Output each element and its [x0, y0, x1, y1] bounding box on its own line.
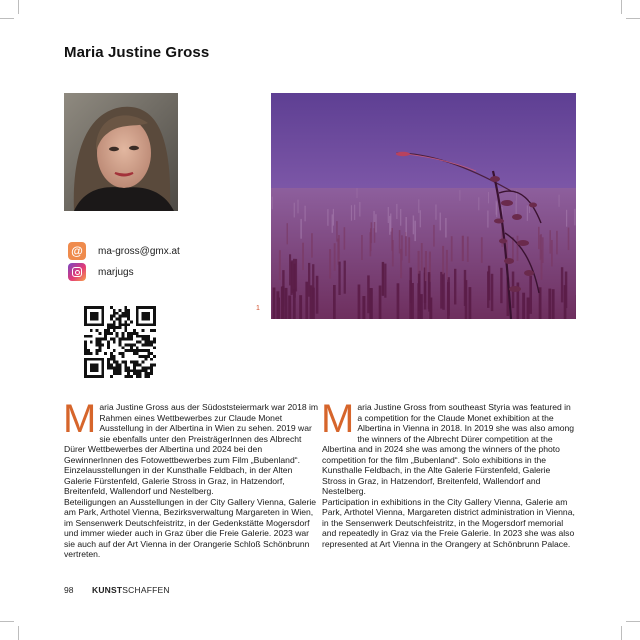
crop-mark — [18, 626, 19, 640]
crop-mark — [0, 18, 14, 19]
bio-english — [321, 397, 577, 549]
crop-mark — [626, 621, 640, 622]
artist-portrait — [64, 93, 178, 211]
crop-mark — [0, 621, 14, 622]
drop-cap: M — [321, 397, 355, 441]
bio-german — [63, 397, 319, 560]
bio-paragraph: aria Justine Gross from southeast Styria was featured in a competition for the Claude Monet exhibition at the Albertina in Vienna in 2018. In 2019 she was also among the winners of the Albrecht Dürer competition at the Albertina and in 2024 she was among the winners of the photo competition for the film „Bubenland“. Solo exhibitions in the Kunsthalle Feldbach, in the Alte Galerie Fürstenfeld, Galerie Stross in Graz, in Hatzendorf, Breitenfeld, Wallendorf and Nestelberg. — [322, 402, 575, 496]
crop-mark — [626, 18, 640, 19]
page-number: 98 — [64, 585, 74, 595]
artist-name-heading: Maria Justine Gross — [64, 44, 210, 61]
magazine-brand — [92, 585, 170, 595]
instagram-handle[interactable]: marjugs — [98, 266, 134, 278]
at-icon: @ — [68, 242, 86, 260]
qr-code[interactable] — [84, 306, 156, 378]
drop-cap: M — [63, 397, 97, 441]
instagram-icon — [68, 263, 86, 281]
crop-mark — [18, 0, 19, 14]
bio-paragraph: aria Justine Gross aus der Südoststeiermark war 2018 im Rahmen eines Wettbewerbes zur Claude Monet Ausstellung in der Albertina in Wien zu sehen. 2019 war sie ebenfalls unter den PreisträgerInnen des Albrecht Dürer Wettbewerbes der Albertina und 2024 bei den GewinnerInnen des Fotowettbewerbes zum Film „Bubenland“. Einzelausstellungen in der Kunsthalle Feldbach, in der Alten Galerie Fürstenfeld, Galerie Stross in Graz, in Hatzendorf, Breitenfeld, Wallendorf und Nestelberg. — [64, 402, 319, 496]
crop-mark — [621, 626, 622, 640]
photo-number: 1 — [256, 305, 260, 312]
instagram-contact[interactable] — [68, 262, 134, 282]
artwork-photo — [271, 93, 576, 319]
bio-paragraph: Participation in exhibitions in the City Gallery Vienna, Galerie am Park, Arthotel Vienna, Margareten district administration in Vienna, in the Sensenwerk Deutschfeistritz, in the Mogersdorf memorial and repeatedly in Graz via the Freie Galerie. In 2023 she was also represented at Art Vienna in the Orangery at Schönbrunn Palace. — [322, 496, 575, 549]
email-contact[interactable] — [68, 241, 180, 261]
brand-light: SCHAFFEN — [122, 585, 170, 595]
bio-paragraph: Beteiligungen an Ausstellungen in der City Gallery Vienna, Galerie am Park, Arthotel Vienna, Bezirksverwaltung Margareten in Wien, im Sensenwerk Deutschfeistritz, in der Gedenkstätte Mogersdorf und immer wieder auch in Graz über die Freie Galerie. 2023 war sie auch auf der Art Vienna in der Orangerie Schloß Schönbrunn vertreten. — [64, 496, 317, 559]
crop-mark — [621, 0, 622, 14]
email-address[interactable]: ma-gross@gmx.at — [98, 245, 180, 257]
brand-bold: KUNST — [92, 585, 123, 595]
